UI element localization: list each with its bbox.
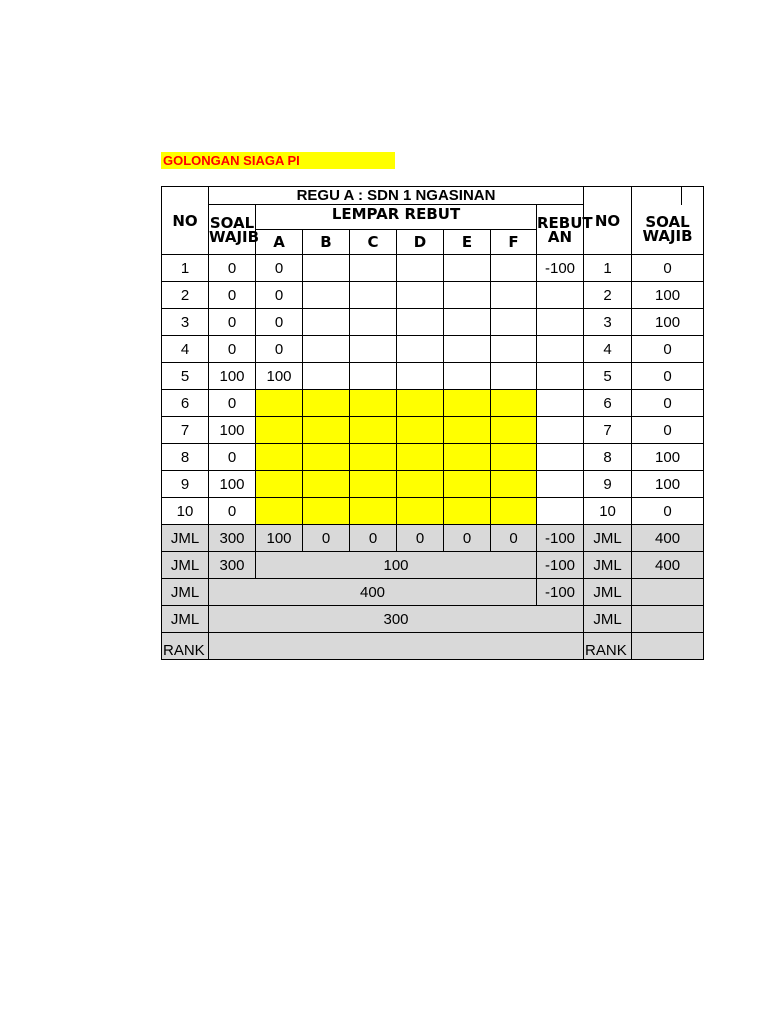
lempar-e-cell[interactable] — [444, 282, 491, 309]
soal-wajib-cell-b[interactable]: 0 — [632, 255, 704, 282]
soal-wajib-cell[interactable]: 0 — [209, 282, 256, 309]
jml-label-b: JML — [584, 606, 632, 633]
lempar-e-cell[interactable] — [444, 363, 491, 390]
lempar-e-cell[interactable] — [444, 390, 491, 417]
lempar-b-cell[interactable] — [303, 255, 350, 282]
lempar-d-cell[interactable] — [397, 444, 444, 471]
jml-b-total: 0 — [303, 525, 350, 552]
rebutan-cell[interactable] — [537, 471, 584, 498]
lempar-b-cell[interactable] — [303, 498, 350, 525]
lempar-b-cell[interactable] — [303, 417, 350, 444]
row-no: 4 — [162, 336, 209, 363]
lempar-b-cell[interactable] — [303, 282, 350, 309]
lempar-e-cell[interactable] — [444, 309, 491, 336]
row-no-b: 1 — [584, 255, 632, 282]
lempar-d-cell[interactable] — [397, 255, 444, 282]
soal-wajib-cell[interactable]: 0 — [209, 444, 256, 471]
soal-wajib-cell[interactable]: 0 — [209, 255, 256, 282]
col-rebutan-header: REBUT AN — [537, 205, 584, 255]
row-no: 6 — [162, 390, 209, 417]
jml-label: JML — [162, 552, 209, 579]
table-row — [162, 498, 704, 525]
soal-wajib-cell[interactable]: 100 — [209, 417, 256, 444]
lempar-c-cell[interactable] — [350, 282, 397, 309]
rebutan-cell[interactable] — [537, 498, 584, 525]
lempar-f-cell[interactable] — [491, 363, 537, 390]
lempar-f-cell[interactable] — [491, 417, 537, 444]
soal-wajib-cell-b[interactable]: 100 — [632, 309, 704, 336]
lempar-c-cell[interactable] — [350, 498, 397, 525]
jml-combined-total: 400 — [209, 579, 537, 606]
rebutan-cell[interactable] — [537, 390, 584, 417]
col-letter-a: A — [256, 230, 303, 255]
lempar-f-cell[interactable] — [491, 336, 537, 363]
col-no-header: NO — [162, 187, 209, 255]
row-no: 2 — [162, 282, 209, 309]
row-no: 9 — [162, 471, 209, 498]
soal-wajib-cell[interactable]: 0 — [209, 498, 256, 525]
rebutan-cell[interactable] — [537, 417, 584, 444]
row-no-b: 2 — [584, 282, 632, 309]
lempar-d-cell[interactable] — [397, 498, 444, 525]
sheet-title: GOLONGAN SIAGA PI — [161, 152, 395, 169]
soal-wajib-cell[interactable]: 100 — [209, 363, 256, 390]
lempar-f-cell[interactable] — [491, 444, 537, 471]
col-lempar-rebut-header: LEMPAR REBUT — [256, 205, 537, 230]
jml-rebutan-total: -100 — [537, 579, 584, 606]
lempar-b-cell[interactable] — [303, 336, 350, 363]
lempar-a-cell[interactable]: 0 — [256, 255, 303, 282]
table-row — [162, 471, 704, 498]
rebutan-cell[interactable] — [537, 282, 584, 309]
soal-wajib-cell[interactable]: 0 — [209, 336, 256, 363]
jml-a-total: 100 — [256, 525, 303, 552]
lempar-d-cell[interactable] — [397, 417, 444, 444]
col-no-header-b: NO — [584, 187, 632, 255]
jml-f-total: 0 — [491, 525, 537, 552]
rank-label: RANK — [162, 633, 209, 660]
rank-value-b — [632, 633, 704, 660]
jml-grand-total-b — [632, 606, 704, 633]
jml-label: JML — [162, 606, 209, 633]
row-no-b: 9 — [584, 471, 632, 498]
col-letter-f: F — [491, 230, 537, 255]
lempar-e-cell[interactable] — [444, 417, 491, 444]
lempar-d-cell[interactable] — [397, 363, 444, 390]
jml-combined-total-b — [632, 579, 704, 606]
jml-e-total: 0 — [444, 525, 491, 552]
jml-label: JML — [162, 525, 209, 552]
jml-d-total: 0 — [397, 525, 444, 552]
rebutan-cell[interactable] — [537, 336, 584, 363]
jml-soal-total: 300 — [209, 552, 256, 579]
table-row — [162, 417, 704, 444]
lempar-f-cell[interactable] — [491, 498, 537, 525]
soal-wajib-cell-b[interactable]: 0 — [632, 417, 704, 444]
row-no-b: 8 — [584, 444, 632, 471]
lempar-a-cell[interactable]: 0 — [256, 282, 303, 309]
lempar-c-cell[interactable] — [350, 255, 397, 282]
table-row — [162, 282, 704, 309]
jml-label-b: JML — [584, 525, 632, 552]
lempar-a-cell[interactable] — [256, 417, 303, 444]
score-table — [161, 186, 704, 660]
lempar-d-cell[interactable] — [397, 390, 444, 417]
table-row — [162, 444, 704, 471]
lempar-c-cell[interactable] — [350, 390, 397, 417]
row-no-b: 3 — [584, 309, 632, 336]
rank-label-b: RANK — [584, 633, 632, 660]
lempar-b-cell[interactable] — [303, 444, 350, 471]
jml-soal-total: 300 — [209, 525, 256, 552]
lempar-a-cell[interactable] — [256, 444, 303, 471]
lempar-a-cell[interactable] — [256, 471, 303, 498]
lempar-f-cell[interactable] — [491, 390, 537, 417]
col-letter-e: E — [444, 230, 491, 255]
soal-wajib-cell-b[interactable]: 100 — [632, 444, 704, 471]
soal-wajib-cell-b[interactable]: 100 — [632, 282, 704, 309]
row-no: 8 — [162, 444, 209, 471]
lempar-b-cell[interactable] — [303, 309, 350, 336]
row-no: 5 — [162, 363, 209, 390]
row-no-b: 5 — [584, 363, 632, 390]
jml-rebutan-total: -100 — [537, 552, 584, 579]
jml-rebutan-total: -100 — [537, 525, 584, 552]
jml-row-4 — [162, 606, 704, 633]
jml-soal-total-b: 400 — [632, 552, 704, 579]
rebutan-cell[interactable] — [537, 444, 584, 471]
soal-wajib-cell-b[interactable]: 0 — [632, 498, 704, 525]
lempar-c-cell[interactable] — [350, 336, 397, 363]
col-letter-b: B — [303, 230, 350, 255]
lempar-f-cell[interactable] — [491, 471, 537, 498]
lempar-e-cell[interactable] — [444, 336, 491, 363]
row-no: 10 — [162, 498, 209, 525]
jml-row-1 — [162, 525, 704, 552]
soal-wajib-cell[interactable]: 0 — [209, 390, 256, 417]
row-no-b: 10 — [584, 498, 632, 525]
jml-lempar-total: 100 — [256, 552, 537, 579]
soal-wajib-cell[interactable]: 0 — [209, 309, 256, 336]
lempar-a-cell[interactable]: 100 — [256, 363, 303, 390]
lempar-c-cell[interactable] — [350, 471, 397, 498]
table-row — [162, 363, 704, 390]
score-table-viewport — [161, 186, 693, 666]
col-soal-wajib-header: SOAL WAJIB — [209, 205, 256, 255]
lempar-a-cell[interactable]: 0 — [256, 336, 303, 363]
row-no-b: 7 — [584, 417, 632, 444]
col-soal-wajib-header-b: SOAL WAJIB — [632, 205, 704, 255]
row-no-b: 6 — [584, 390, 632, 417]
table-row — [162, 255, 704, 282]
rebutan-cell[interactable] — [537, 363, 584, 390]
rebutan-cell[interactable] — [537, 309, 584, 336]
lempar-d-cell[interactable] — [397, 282, 444, 309]
soal-wajib-cell-b[interactable]: 0 — [632, 363, 704, 390]
lempar-a-cell[interactable] — [256, 498, 303, 525]
table-row — [162, 309, 704, 336]
row-no: 1 — [162, 255, 209, 282]
jml-row-2 — [162, 552, 704, 579]
rank-row — [162, 633, 704, 660]
jml-grand-total: 300 — [209, 606, 584, 633]
lempar-f-cell[interactable] — [491, 282, 537, 309]
col-letter-c: C — [350, 230, 397, 255]
lempar-d-cell[interactable] — [397, 336, 444, 363]
table-row — [162, 336, 704, 363]
soal-wajib-cell[interactable]: 100 — [209, 471, 256, 498]
jml-row-3 — [162, 579, 704, 606]
jml-label: JML — [162, 579, 209, 606]
rebutan-cell[interactable]: -100 — [537, 255, 584, 282]
soal-wajib-cell-b[interactable]: 0 — [632, 336, 704, 363]
col-letter-d: D — [397, 230, 444, 255]
lempar-d-cell[interactable] — [397, 471, 444, 498]
lempar-c-cell[interactable] — [350, 363, 397, 390]
regu-a-header: REGU A : SDN 1 NGASINAN — [209, 187, 584, 205]
lempar-c-cell[interactable] — [350, 309, 397, 336]
row-no: 3 — [162, 309, 209, 336]
lempar-e-cell[interactable] — [444, 498, 491, 525]
lempar-c-cell[interactable] — [350, 417, 397, 444]
lempar-b-cell[interactable] — [303, 471, 350, 498]
lempar-b-cell[interactable] — [303, 363, 350, 390]
lempar-e-cell[interactable] — [444, 255, 491, 282]
lempar-a-cell[interactable] — [256, 390, 303, 417]
jml-label-b: JML — [584, 552, 632, 579]
lempar-f-cell[interactable] — [491, 255, 537, 282]
lempar-c-cell[interactable] — [350, 444, 397, 471]
soal-wajib-cell-b[interactable]: 0 — [632, 390, 704, 417]
jml-c-total: 0 — [350, 525, 397, 552]
regu-b-header — [632, 187, 682, 205]
lempar-d-cell[interactable] — [397, 309, 444, 336]
jml-soal-total-b: 400 — [632, 525, 704, 552]
rank-value — [209, 633, 584, 660]
table-row — [162, 390, 704, 417]
jml-label-b: JML — [584, 579, 632, 606]
lempar-e-cell[interactable] — [444, 471, 491, 498]
soal-wajib-cell-b[interactable]: 100 — [632, 471, 704, 498]
lempar-f-cell[interactable] — [491, 309, 537, 336]
row-no: 7 — [162, 417, 209, 444]
lempar-b-cell[interactable] — [303, 390, 350, 417]
lempar-a-cell[interactable]: 0 — [256, 309, 303, 336]
lempar-e-cell[interactable] — [444, 444, 491, 471]
row-no-b: 4 — [584, 336, 632, 363]
